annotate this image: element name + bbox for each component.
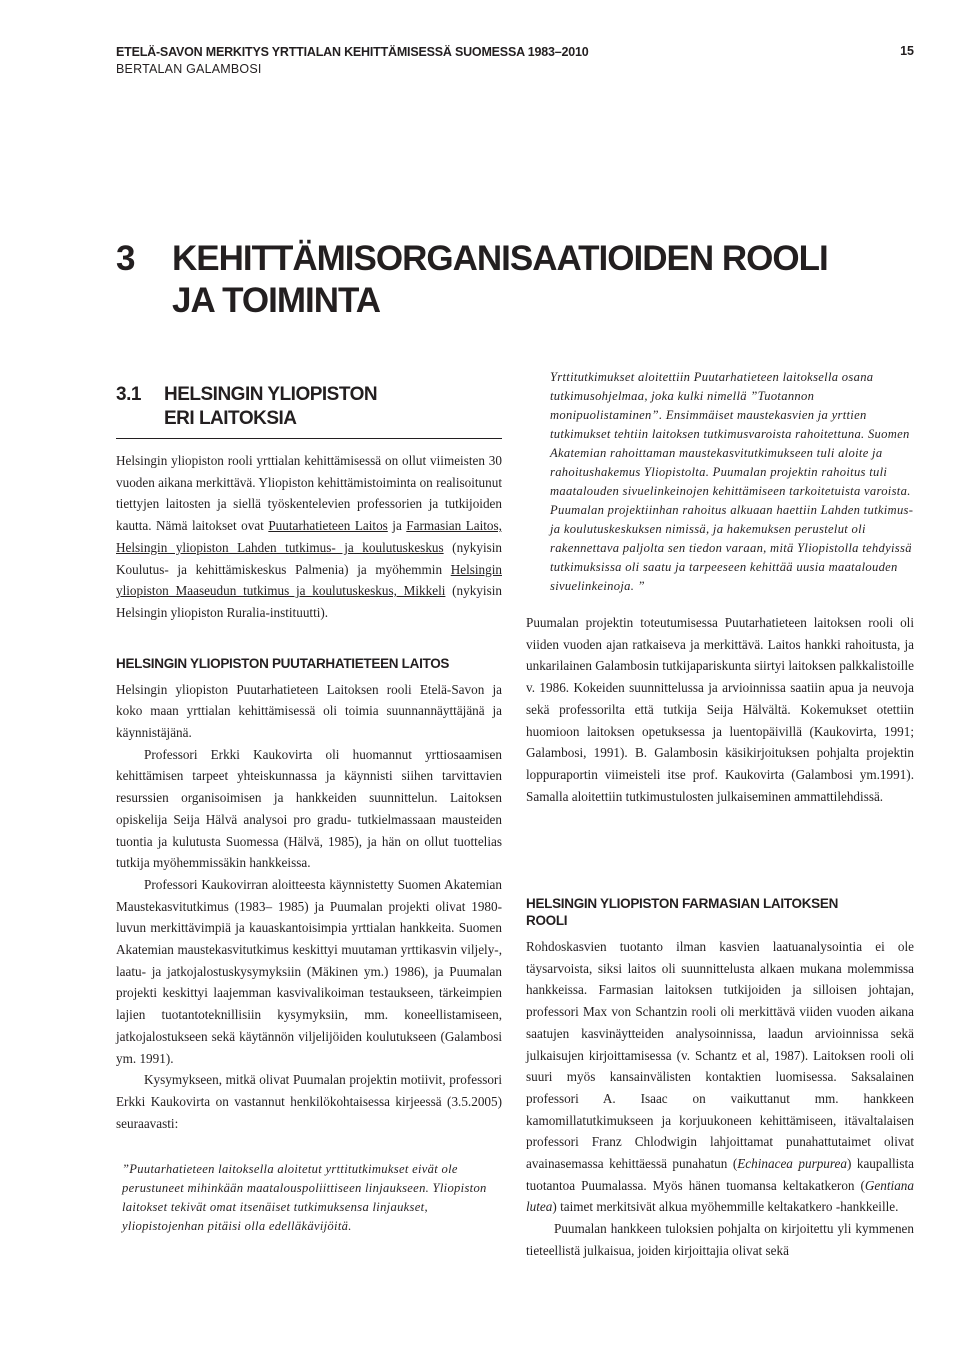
- section-title-line1: HELSINGIN YLIOPISTON: [164, 384, 378, 405]
- body-text: ) taimet merkitsivät alkua myöhemmille keltakatkero -hankkeille.: [552, 1199, 899, 1215]
- puutarha-heading: HELSINGIN YLIOPISTON PUUTARHATIETEEN LAITOS: [116, 655, 450, 671]
- running-header-title: ETELÄ-SAVON MERKITYS YRTTIALAN KEHITTÄMISESSÄ SUOMESSA 1983–2010: [116, 45, 589, 59]
- latin-name: Echinacea purpurea: [737, 1156, 847, 1172]
- farmasia-heading-line2: ROOLI: [526, 913, 568, 928]
- chapter-title-line2: JA TOIMINTA: [172, 281, 381, 320]
- body-paragraph: Professori Erkki Kaukovirta oli huomannut yrttiosaamisen kehittämisen tarpeet yhteiskunnassa ja käynnisti siihen tarvittavien resurssien organisoimisen ja hankkeiden suunnittelun. Laitoksen opiskelija Seija Hälvä analysoi pro gradu- tutkielmassaan mausteiden tuontia ja kulutusta Suomessa (Hälvä, 1985), ja hän on ollut tuottelias tutkija myöhemmissäkin hankkeissa.: [116, 746, 502, 871]
- section-number: 3.1: [116, 384, 141, 405]
- section-title-line2: ERI LAITOKSIA: [164, 408, 297, 429]
- chapter-number: 3: [116, 239, 135, 278]
- body-paragraph: Professori Kaukovirran aloitteesta käynnistetty Suomen Akatemian Maustekasvitutkimus (1983– 1985) ja Puumalan projekti olivat 1980-luvun merkittävimpiä ja kauaskantoisimpia yrttialan hankkeita. Suomen Akatemian maustekasvitutkimus keskittyi muutaman yrttikasvin viljely-, laatu- ja jatkojalostuskysymyksiin (Mäkinen ym.) 1986), ja Puumalan projekti keskittyi laajemman kasvivalikoiman testaukseen, tärkeimpien lajien tuotantoteknillisiin kysymyksiin, mm. koneellistamiseen, jatkojalostukseen sekä käytännön viljelijöiden koulutukseen (Galambosi ym. 1991).: [116, 876, 502, 1066]
- left-column: [116, 450, 502, 1236]
- chapter-heading: [116, 238, 828, 322]
- quote-block: ”Puutarhatieteen laitoksella aloitetut yrttitutkimukset eivät ole perustuneet mihinkään maatalouspoliittiseen linjaukseen. Yliopiston laitokset tekivät omat itsenäiset tutkimuksensa linjaukset, yliopistojenhan pitäisi olla edelläkävijöitä.: [122, 1162, 487, 1234]
- intro-text: ja: [387, 518, 407, 534]
- body-paragraph: Helsingin yliopiston Puutarhatieteen Laitoksen rooli Etelä-Savon ja koko maan yrttialan kehittämisessä oli toimia suunnannäyttäjänä ja käynnistäjänä.: [116, 681, 502, 741]
- body-paragraph: [526, 936, 914, 1218]
- quote-block: Yrttitutkimukset aloitettiin Puutarhatieteen laitoksella osana tutkimusohjelmaa, joka kulki nimellä ”Tuotannon monipuolistaminen”. Ensimmäiset maustekasvien ja yrttien tutkimukset tehtiin laitoksen tutkimusvaroista rahoitettuna. Suomen Akatemian rahoittaman maustekasvitutkimukseen tuli aloite ja rahoitushakemus Yliopistolta. Puumalan projektin rahoitus tuli maatalouden sivuelinkeinojen kehittämiseen tarkoitetuista varoista. Puumalan projektiinhan rahoitus alkuaan haettiin Lahden tutkimus- ja koulutuskeskuksen nimissä, ja hakemuksen perustelut oli rakennettava paljolta sen tiedon varaan, mitä Yliopistolla tehdyissä tutkimuksissa oli saatu ja tarpeeseen kehittää uusia maatalouden sivuelinkeinoja. ”: [550, 370, 914, 593]
- page-number: 15: [900, 44, 914, 58]
- intro-text: (nykyisin Helsingin yliopiston Ruralia-instituutti).: [116, 583, 502, 620]
- link-farmasian-laitos[interactable]: Farmasian Laitos, Helsingin yliopiston Lahden tutkimus- ja koulutuskeskus: [116, 518, 502, 555]
- farmasia-heading: [526, 895, 914, 929]
- intro-text: Helsingin yliopiston rooli yrttialan kehittämisessä on ollut viimeisten 30 vuoden aikana merkittävä. Yliopiston kehittämistoiminta on realisoitunut tiettyjen laitosten ja siellä työskentelevien professorien ja tutkijoiden kautta. Nämä laitokset ovat: [116, 453, 502, 534]
- running-header-author: BERTALAN GALAMBOSI: [116, 62, 262, 76]
- body-text: Rohdoskasvien tuotanto ilman kasvien laatuanalysointia ei ole täysarvoista, siksi laitos oli suunnittelusta alkaen mukana molemmissa hankkeissa. Farmasian laitoksen tutkijoiden ja silloisen johtajan, professori Max von Schantzin rooli oli merkittävä viiden vuoden aikana saatujen kasvinäytteiden analysoinnissa, laadun arvioinnissa sekä julkaisujen kirjoittamisessa (v. Schantz et al, 1987). Laitoksen rooli oli suuri myös kansainvälisten kontaktien luomisessa. Saksalainen professori A. Isaac on vaikuttanut mm. hankkeen kamomillatutkimukseen ja korjuukoneen kehittämiseen, itävaltalaisen professori Franz Chlodwigin lahjoittamat punahattutaimet olivat avainasemassa kehittäessä punahatun (: [526, 939, 914, 1172]
- chapter-title-line1: KEHITTÄMISORGANISAATIOIDEN ROOLI: [172, 239, 828, 278]
- link-puutarhatieteen-laitos[interactable]: Puutarhatieteen Laitos: [268, 518, 388, 534]
- intro-paragraph: [116, 450, 502, 624]
- section-heading: [116, 383, 377, 431]
- running-header: [116, 44, 588, 78]
- link-maaseudun-tutkimus[interactable]: Helsingin yliopiston Maaseudun tutkimus ja koulutuskeskus, Mikkeli: [116, 561, 502, 599]
- body-paragraph: Puumalan projektin toteutumisessa Puutarhatieteen laitoksen rooli oli viiden vuoden ajan ratkaiseva ja merkittävä. Laitos hankki rahoitusta, ja unkarilainen Galambosin tutkijapariskunta siirtyi laitoksen palkkalistoille v. 1986. Kokeiden suunnittelussa ja arvioinnissa saatiin apua ja neuvoja sekä professorilta että tutkija Seija Hälvältä. Kokemukset otettiin huomioon laitoksen opetuksessa ja luentopäivillä (Kaukovirta, 1991; Galambosi, 1991). B. Galambosin käsikirjoituksen pohjalta projektin loppuraportin viimeisteli itse prof. Kaukovirta (Galambosi ym.1991). Samalla aloitettiin tutkimustulosten julkaiseminen ammattilehdissä.: [526, 615, 914, 804]
- section-divider: [116, 438, 502, 439]
- right-column-bottom: [526, 895, 914, 1262]
- right-column-top: [526, 368, 914, 807]
- body-paragraph: Puumalan hankkeen tuloksien pohjalta on kirjoitettu yli kymmenen tieteellistä julkaisua, joiden kirjoittajia olivat sekä: [526, 1221, 914, 1258]
- body-text: ) kaupallista tuotantoa Puumalassa. Myös hänen tuomansa keltakatkeron (: [526, 1156, 914, 1193]
- latin-name: Gentiana lutea: [526, 1177, 914, 1215]
- farmasia-heading-line1: HELSINGIN YLIOPISTON FARMASIAN LAITOKSEN: [526, 896, 839, 911]
- body-paragraph: Kysymykseen, mitkä olivat Puumalan projektin motiivit, professori Erkki Kaukovirta on vastannut henkilökohtaisessa kirjeessä (3.5.2005) seuraavasti:: [116, 1072, 502, 1131]
- intro-text: (nykyisin Koulutus- ja kehittämiskeskus Palmenia) ja myöhemmin: [116, 539, 502, 577]
